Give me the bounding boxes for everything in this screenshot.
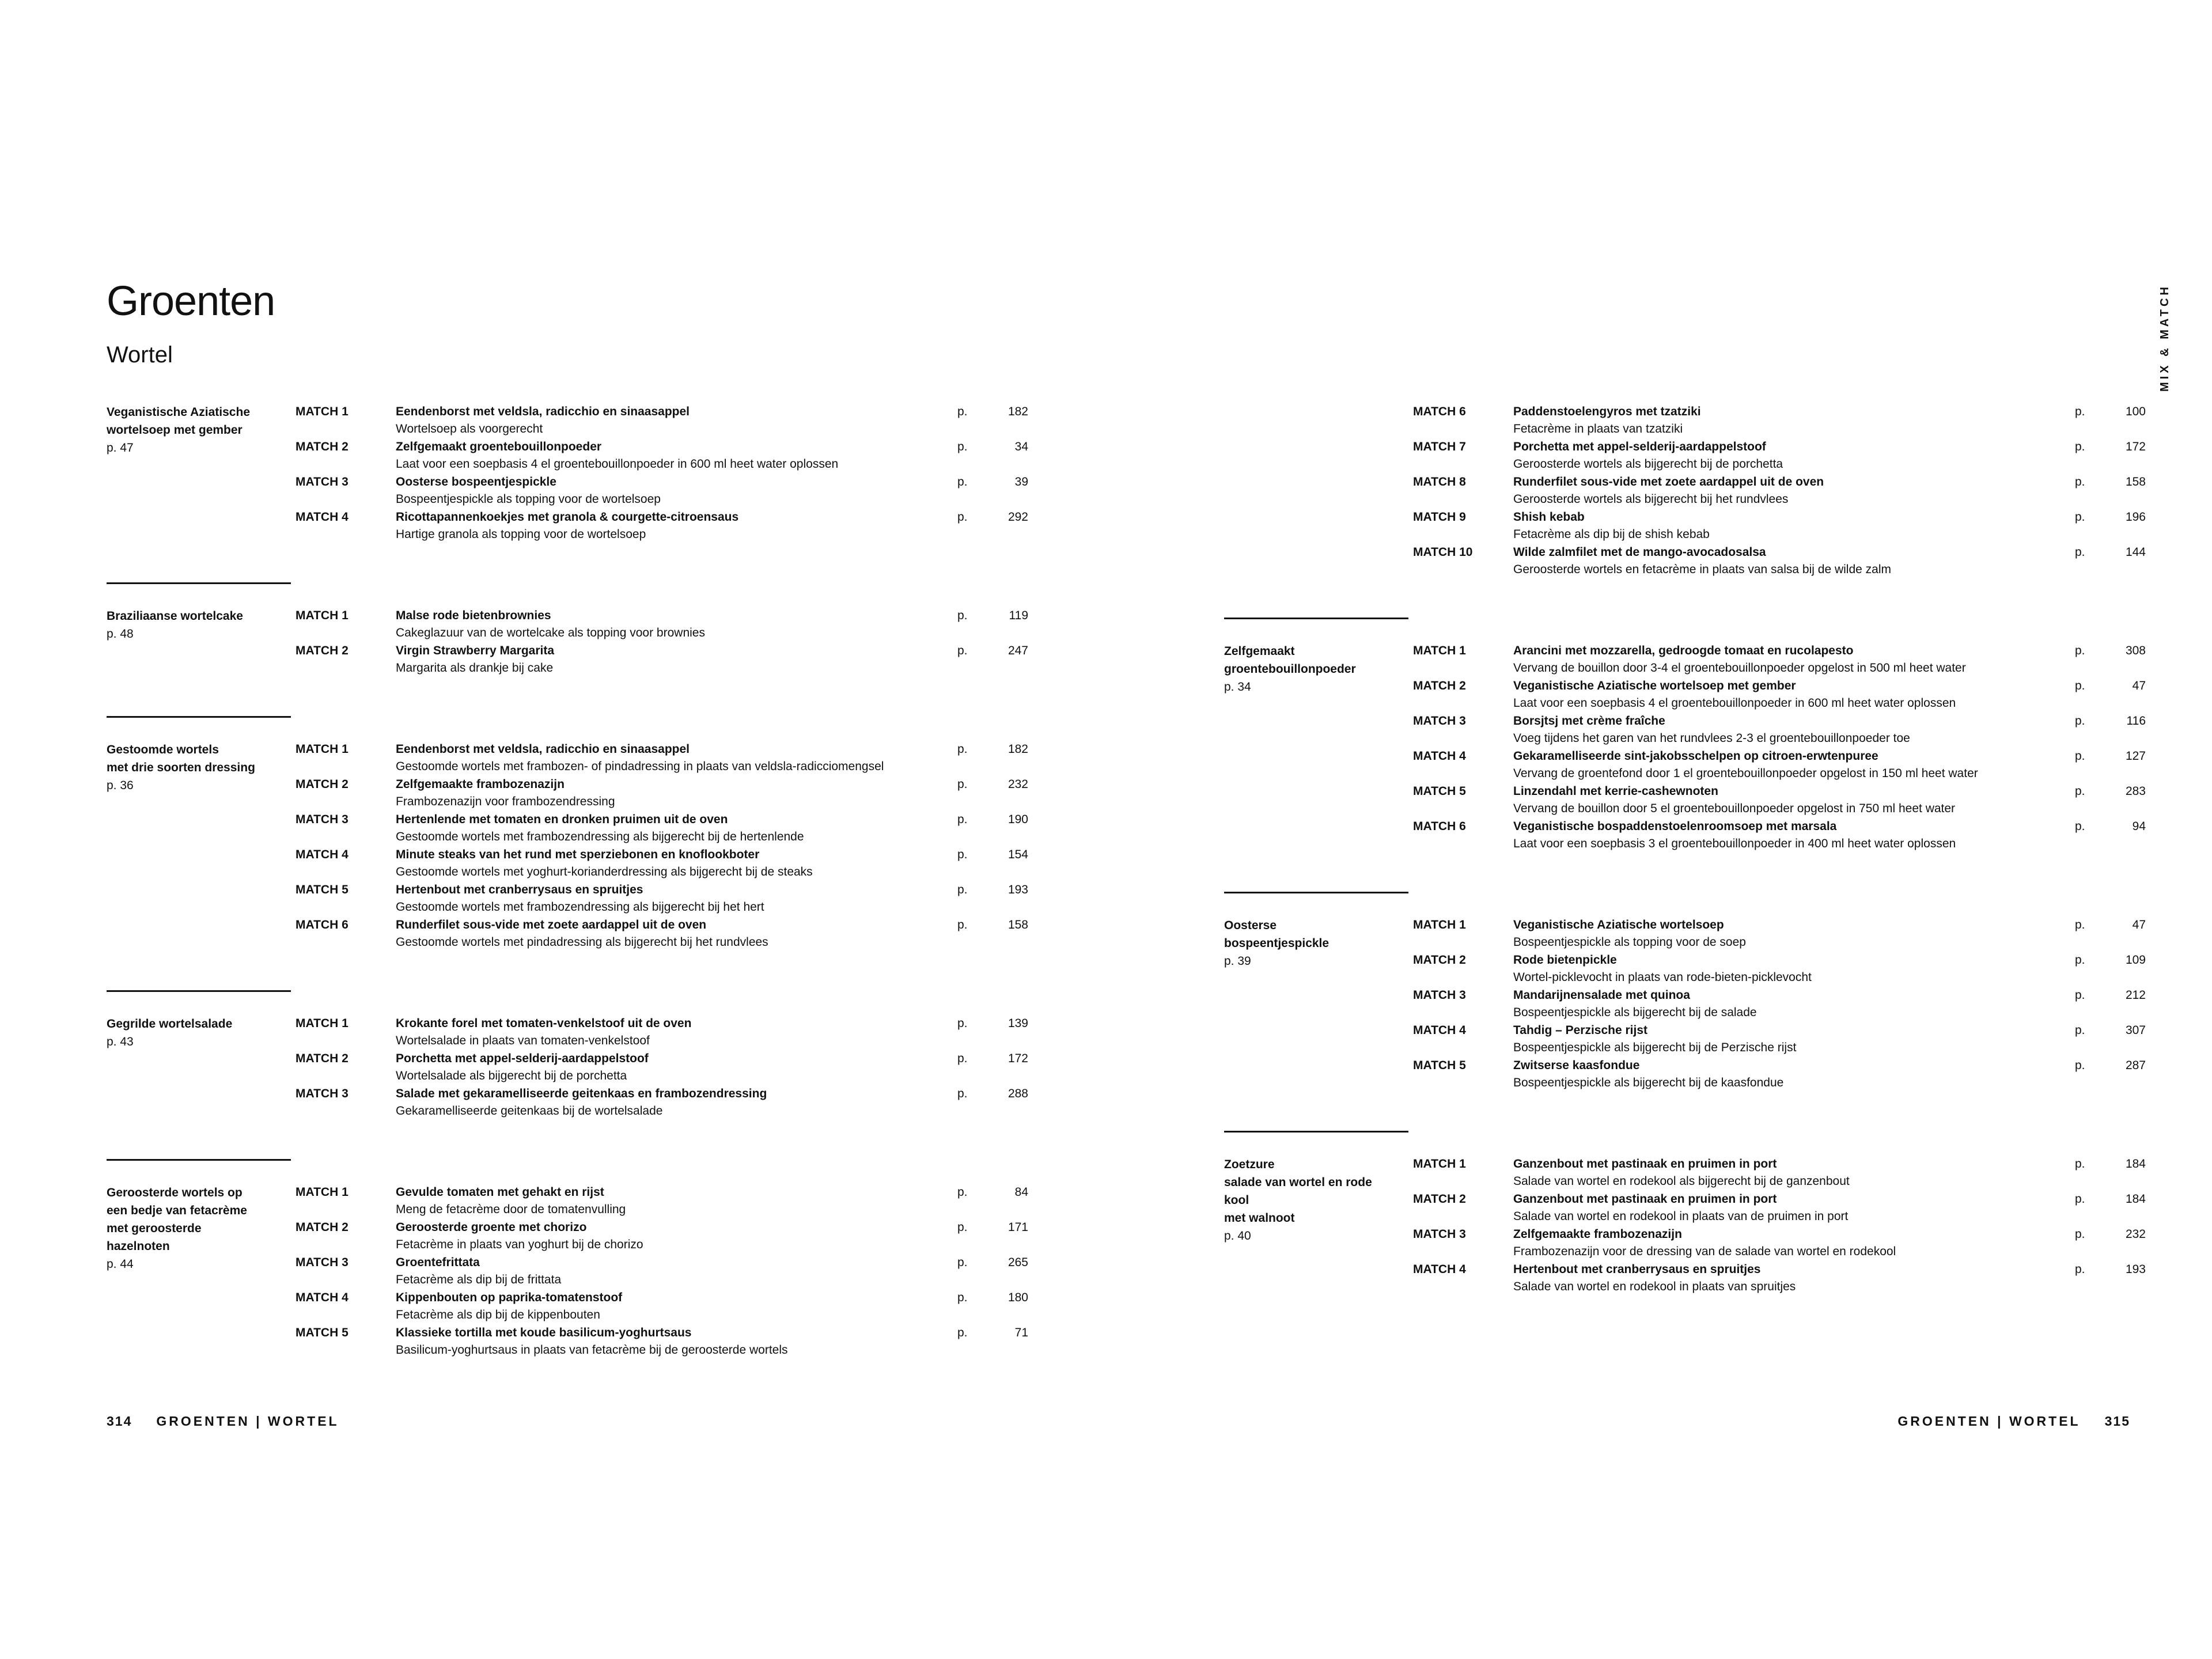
match-label: MATCH 9 <box>1413 510 1466 524</box>
recipe-section <box>107 1159 1028 1359</box>
match-recipe-title: Shish kebab <box>1513 510 1585 524</box>
page-prefix: p. <box>957 405 968 418</box>
match-page-number: 308 <box>2125 644 2146 657</box>
match-note: Vervang de bouillon door 5 el groentebouillonpoeder opgelost in 750 ml heet water <box>1513 802 1956 815</box>
match-recipe-title: Eendenborst met veldsla, radicchio en sinaasappel <box>396 405 690 418</box>
match-page-number: 34 <box>1014 440 1028 453</box>
page-prefix: p. <box>2075 440 2085 453</box>
match-label: MATCH 4 <box>296 1291 349 1304</box>
match-recipe-title: Mandarijnensalade met quinoa <box>1513 988 1690 1002</box>
match-note: Fetacrème als dip bij de kippenbouten <box>396 1308 600 1321</box>
match-recipe-title: Runderfilet sous-vide met zoete aardappel uit de oven <box>1513 475 1824 488</box>
match-note: Bospeentjespickle als bijgerecht bij de salade <box>1513 1006 1757 1019</box>
section-divider <box>107 582 291 584</box>
page-prefix: p. <box>957 1017 968 1030</box>
match-entry <box>1224 987 2146 1022</box>
match-recipe-title: Krokante forel met tomaten-venkelstoof uit de oven <box>396 1017 692 1030</box>
page-prefix: p. <box>2075 510 2085 524</box>
page-prefix: p. <box>957 813 968 826</box>
match-entry <box>107 1219 1028 1254</box>
recipe-page-ref: p. 47 <box>107 441 134 454</box>
match-page-number: 127 <box>2125 749 2146 763</box>
match-page-number: 184 <box>2125 1157 2146 1171</box>
match-recipe-title: Eendenborst met veldsla, radicchio en sinaasappel <box>396 743 690 756</box>
match-note: Cakeglazuur van de wortelcake als topping voor brownies <box>396 626 705 639</box>
match-recipe-title: Rode bietenpickle <box>1513 953 1617 967</box>
match-page-number: 172 <box>1007 1052 1028 1065</box>
side-tab-label: MIX & MATCH <box>2158 284 2171 392</box>
match-page-number: 116 <box>2126 714 2146 728</box>
recipe-title: Zoetzure salade van wortel en rode kool met walnoot <box>1224 1158 1372 1225</box>
match-page-number: 184 <box>2125 1192 2146 1206</box>
recipe-section <box>107 403 1028 544</box>
match-recipe-title: Kippenbouten op paprika-tomatenstoof <box>396 1291 623 1304</box>
match-page-number: 232 <box>2125 1228 2146 1241</box>
match-label: MATCH 2 <box>296 1221 349 1234</box>
match-recipe-title: Zwitserse kaasfondue <box>1513 1059 1640 1072</box>
match-entry <box>1224 1191 2146 1226</box>
match-entry <box>1224 818 2146 853</box>
recipe-section <box>1224 618 2146 853</box>
page-prefix: p. <box>957 1326 968 1339</box>
match-label: MATCH 3 <box>1413 714 1466 728</box>
footer-left <box>107 1415 339 1428</box>
recipe-title: Geroosterde wortels op een bedje van fetacrème met geroosterde hazelnoten <box>107 1186 247 1253</box>
recipe-section <box>1224 892 2146 1092</box>
match-note: Frambozenazijn voor frambozendressing <box>396 795 615 808</box>
page-prefix: p. <box>957 644 968 657</box>
page-prefix: p. <box>957 1256 968 1269</box>
section-divider <box>107 1159 291 1161</box>
page-prefix: p. <box>2075 953 2085 967</box>
match-recipe-title: Hertenbout met cranberrysaus en spruitjes <box>1513 1263 1761 1276</box>
match-entry <box>1224 916 2146 952</box>
match-note: Gestoomde wortels met frambozendressing als bijgerecht bij het hert <box>396 900 764 914</box>
recipe-title: Braziliaanse wortelcake <box>107 609 243 623</box>
match-entry <box>107 474 1028 509</box>
recipe-page-ref: p. 43 <box>107 1035 134 1048</box>
match-note: Salade van wortel en rodekool in plaats van de pruimen in port <box>1513 1210 1849 1223</box>
recipe-title: Veganistische Aziatische wortelsoep met gember <box>107 406 250 437</box>
match-label: MATCH 2 <box>1413 953 1466 967</box>
match-recipe-title: Ganzenbout met pastinaak en pruimen in port <box>1513 1157 1777 1171</box>
match-page-number: 180 <box>1007 1291 1028 1304</box>
match-entry <box>107 741 1028 776</box>
match-label: MATCH 2 <box>1413 1192 1466 1206</box>
match-label: MATCH 2 <box>296 440 349 453</box>
match-page-number: 190 <box>1007 813 1028 826</box>
match-note: Margarita als drankje bij cake <box>396 661 554 675</box>
match-label: MATCH 4 <box>1413 749 1466 763</box>
match-page-number: 307 <box>2125 1024 2146 1037</box>
match-page-number: 47 <box>2132 918 2146 931</box>
match-entry <box>107 403 1028 438</box>
match-note: Bospeentjespickle als topping voor de wortelsoep <box>396 493 661 506</box>
page-prefix: p. <box>957 918 968 931</box>
page-prefix: p. <box>2075 475 2085 488</box>
match-recipe-title: Oosterse bospeentjespickle <box>396 475 556 488</box>
match-label: MATCH 6 <box>296 918 349 931</box>
match-label: MATCH 6 <box>1413 820 1466 833</box>
match-page-number: 212 <box>2125 988 2146 1002</box>
match-label: MATCH 1 <box>296 1185 349 1199</box>
page-prefix: p. <box>957 440 968 453</box>
match-label: MATCH 3 <box>1413 1228 1466 1241</box>
match-label: MATCH 2 <box>296 644 349 657</box>
match-entry <box>1224 713 2146 748</box>
page-prefix: p. <box>957 743 968 756</box>
match-label: MATCH 2 <box>296 1052 349 1065</box>
match-entry <box>1224 474 2146 509</box>
page-prefix: p. <box>2075 749 2085 763</box>
match-page-number: 182 <box>1007 743 1028 756</box>
match-entry <box>107 509 1028 544</box>
page-prefix: p. <box>957 1291 968 1304</box>
match-page-number: 232 <box>1007 778 1028 791</box>
recipe-section <box>107 716 1028 952</box>
match-page-number: 84 <box>1014 1185 1028 1199</box>
match-recipe-title: Virgin Strawberry Margarita <box>396 644 555 657</box>
match-page-number: 144 <box>2125 546 2146 559</box>
match-entry <box>1224 642 2146 677</box>
section-divider <box>1224 892 1408 893</box>
match-note: Geroosterde wortels als bijgerecht bij het rundvlees <box>1513 493 1789 506</box>
left-page-column <box>107 403 1028 1359</box>
match-entry <box>107 1254 1028 1289</box>
match-recipe-title: Arancini met mozzarella, gedroogde tomaat en rucolapesto <box>1513 644 1854 657</box>
match-label: MATCH 1 <box>1413 644 1466 657</box>
match-recipe-title: Porchetta met appel-selderij-aardappelstoof <box>396 1052 649 1065</box>
page-prefix: p. <box>957 883 968 896</box>
match-page-number: 139 <box>1007 1017 1028 1030</box>
match-label: MATCH 5 <box>1413 785 1466 798</box>
match-page-number: 193 <box>1007 883 1028 896</box>
page-prefix: p. <box>2075 988 2085 1002</box>
match-recipe-title: Malse rode bietenbrownies <box>396 609 551 622</box>
page-prefix: p. <box>2075 644 2085 657</box>
match-entry <box>1224 544 2146 579</box>
match-page-number: 196 <box>2125 510 2146 524</box>
match-page-number: 109 <box>2125 953 2146 967</box>
match-label: MATCH 5 <box>1413 1059 1466 1072</box>
match-label: MATCH 1 <box>296 609 349 622</box>
recipe-title: Zelfgemaakt groentebouillonpoeder <box>1224 645 1356 676</box>
recipe-page-ref: p. 40 <box>1224 1229 1251 1243</box>
match-label: MATCH 3 <box>296 1087 349 1100</box>
match-note: Wortelsalade in plaats van tomaten-venkelstoof <box>396 1034 650 1047</box>
match-note: Geroosterde wortels en fetacrème in plaats van salsa bij de wilde zalm <box>1513 563 1891 576</box>
recipe-page-ref: p. 39 <box>1224 955 1251 968</box>
match-note: Gekaramelliseerde geitenkaas bij de wortelsalade <box>396 1104 663 1118</box>
match-entry <box>107 881 1028 916</box>
footer-section-label-right: GROENTEN | WORTEL <box>1897 1414 2081 1429</box>
page-prefix: p. <box>2075 546 2085 559</box>
section-divider <box>1224 1131 1408 1132</box>
match-note: Geroosterde wortels als bijgerecht bij de porchetta <box>1513 457 1783 471</box>
page-subtitle: Wortel <box>107 342 173 368</box>
match-label: MATCH 7 <box>1413 440 1466 453</box>
page-prefix: p. <box>2075 1157 2085 1171</box>
match-recipe-title: Salade met gekaramelliseerde geitenkaas en frambozendressing <box>396 1087 767 1100</box>
match-page-number: 292 <box>1007 510 1028 524</box>
page-prefix: p. <box>2075 1263 2085 1276</box>
page-title: Groenten <box>107 278 275 324</box>
match-note: Salade van wortel en rodekool als bijgerecht bij de ganzenbout <box>1513 1175 1850 1188</box>
match-entry <box>107 811 1028 846</box>
match-entry <box>1224 509 2146 544</box>
page-prefix: p. <box>957 609 968 622</box>
match-entry <box>107 776 1028 811</box>
match-note: Laat voor een soepbasis 3 el groentebouillonpoeder in 400 ml heet water oplossen <box>1513 837 1956 850</box>
page-prefix: p. <box>2075 1059 2085 1072</box>
match-note: Gestoomde wortels met frambozendressing als bijgerecht bij de hertenlende <box>396 830 804 843</box>
match-label: MATCH 2 <box>1413 679 1466 692</box>
match-label: MATCH 1 <box>296 743 349 756</box>
page-prefix: p. <box>2075 918 2085 931</box>
match-note: Bospeentjespickle als topping voor de soep <box>1513 935 1746 949</box>
page-prefix: p. <box>2075 714 2085 728</box>
match-recipe-title: Groentefrittata <box>396 1256 480 1269</box>
match-note: Wortelsalade als bijgerecht bij de porchetta <box>396 1069 627 1082</box>
match-entry <box>107 642 1028 677</box>
page-prefix: p. <box>957 1185 968 1199</box>
match-recipe-title: Wilde zalmfilet met de mango-avocadosalsa <box>1513 546 1766 559</box>
match-note: Frambozenazijn voor de dressing van de salade van wortel en rodekool <box>1513 1245 1896 1258</box>
match-note: Fetacrème in plaats van tzatziki <box>1513 422 1683 435</box>
match-recipe-title: Zelfgemaakte frambozenazijn <box>396 778 565 791</box>
match-note: Hartige granola als topping voor de wortelsoep <box>396 528 646 541</box>
match-note: Vervang de bouillon door 3-4 el groentebouillonpoeder opgelost in 500 ml heet water <box>1513 661 1966 675</box>
recipe-section <box>1224 1131 2146 1296</box>
match-note: Vervang de groentefond door 1 el groentebouillonpoeder opgelost in 150 ml heet water <box>1513 767 1978 780</box>
page-prefix: p. <box>957 1087 968 1100</box>
match-label: MATCH 3 <box>296 813 349 826</box>
match-recipe-title: Zelfgemaakte frambozenazijn <box>1513 1228 1682 1241</box>
match-recipe-title: Hertenbout met cranberrysaus en spruitjes <box>396 883 643 896</box>
match-entry <box>107 1015 1028 1050</box>
page-number-left: 314 <box>107 1414 132 1429</box>
page-prefix: p. <box>2075 1024 2085 1037</box>
match-page-number: 182 <box>1007 405 1028 418</box>
match-recipe-title: Gekaramelliseerde sint-jakobsschelpen op citroen-erwtenpuree <box>1513 749 1878 763</box>
match-recipe-title: Hertenlende met tomaten en dronken pruimen uit de oven <box>396 813 728 826</box>
section-divider <box>107 716 291 718</box>
match-page-number: 283 <box>2125 785 2146 798</box>
match-entry <box>1224 748 2146 783</box>
match-note: Bospeentjespickle als bijgerecht bij de Perzische rijst <box>1513 1041 1797 1054</box>
match-label: MATCH 4 <box>296 848 349 861</box>
match-recipe-title: Ricottapannenkoekjes met granola & courgette-citroensaus <box>396 510 739 524</box>
match-note: Gestoomde wortels met pindadressing als bijgerecht bij het rundvlees <box>396 935 768 949</box>
page-prefix: p. <box>2075 1192 2085 1206</box>
match-page-number: 288 <box>1007 1087 1028 1100</box>
match-recipe-title: Veganistische bospaddenstoelenroomsoep met marsala <box>1513 820 1837 833</box>
match-label: MATCH 10 <box>1413 546 1473 559</box>
match-note: Voeg tijdens het garen van het rundvlees 2-3 el groentebouillonpoeder toe <box>1513 732 1910 745</box>
match-label: MATCH 1 <box>296 1017 349 1030</box>
match-entry <box>1224 403 2146 438</box>
recipe-section <box>107 990 1028 1120</box>
match-entry <box>1224 438 2146 474</box>
match-note: Basilicum-yoghurtsaus in plaats van fetacrème bij de geroosterde wortels <box>396 1343 788 1357</box>
footer-right <box>1897 1415 2130 1428</box>
page-prefix: p. <box>2075 405 2085 418</box>
match-page-number: 265 <box>1007 1256 1028 1269</box>
section-divider <box>1224 618 1408 619</box>
match-note: Fetacrème als dip bij de frittata <box>396 1273 562 1286</box>
page-prefix: p. <box>957 848 968 861</box>
match-note: Laat voor een soepbasis 4 el groentebouillonpoeder in 600 ml heet water oplossen <box>396 457 839 471</box>
match-label: MATCH 6 <box>1413 405 1466 418</box>
match-label: MATCH 3 <box>296 1256 349 1269</box>
match-entry <box>1224 1261 2146 1296</box>
match-recipe-title: Veganistische Aziatische wortelsoep <box>1513 918 1724 931</box>
match-label: MATCH 3 <box>296 475 349 488</box>
footer-section-label-left: GROENTEN | WORTEL <box>156 1414 339 1429</box>
match-page-number: 71 <box>1014 1326 1028 1339</box>
match-note: Wortelsoep als voorgerecht <box>396 422 543 435</box>
recipe-section <box>1224 403 2146 579</box>
match-label: MATCH 3 <box>1413 988 1466 1002</box>
match-note: Bospeentjespickle als bijgerecht bij de kaasfondue <box>1513 1076 1784 1089</box>
match-recipe-title: Tahdig – Perzische rijst <box>1513 1024 1648 1037</box>
match-recipe-title: Paddenstoelengyros met tzatziki <box>1513 405 1701 418</box>
match-entry <box>1224 952 2146 987</box>
recipe-page-ref: p. 44 <box>107 1257 134 1271</box>
match-entry <box>107 1289 1028 1324</box>
match-label: MATCH 2 <box>296 778 349 791</box>
match-entry <box>107 846 1028 881</box>
match-recipe-title: Veganistische Aziatische wortelsoep met gember <box>1513 679 1796 692</box>
match-label: MATCH 1 <box>1413 1157 1466 1171</box>
page-prefix: p. <box>957 778 968 791</box>
page-prefix: p. <box>957 510 968 524</box>
match-note: Gestoomde wortels met frambozen- of pindadressing in plaats van veldsla-radicciomengsel <box>396 760 884 773</box>
match-recipe-title: Ganzenbout met pastinaak en pruimen in port <box>1513 1192 1777 1206</box>
match-recipe-title: Borsjtsj met crème fraîche <box>1513 714 1665 728</box>
match-entry <box>107 1085 1028 1120</box>
match-label: MATCH 1 <box>296 405 349 418</box>
match-page-number: 172 <box>2125 440 2146 453</box>
match-page-number: 247 <box>1007 644 1028 657</box>
page-prefix: p. <box>957 475 968 488</box>
match-entry <box>1224 1057 2146 1092</box>
match-recipe-title: Linzendahl met kerrie-cashewnoten <box>1513 785 1718 798</box>
match-recipe-title: Runderfilet sous-vide met zoete aardappel uit de oven <box>396 918 707 931</box>
match-recipe-title: Porchetta met appel-selderij-aardappelstoof <box>1513 440 1766 453</box>
match-entry <box>1224 1022 2146 1057</box>
match-recipe-title: Klassieke tortilla met koude basilicum-yoghurtsaus <box>396 1326 692 1339</box>
match-entry <box>107 607 1028 642</box>
match-label: MATCH 5 <box>296 1326 349 1339</box>
match-note: Fetacrème in plaats van yoghurt bij de chorizo <box>396 1238 643 1251</box>
match-page-number: 171 <box>1007 1221 1028 1234</box>
match-label: MATCH 4 <box>1413 1024 1466 1037</box>
match-entry <box>107 1184 1028 1219</box>
match-page-number: 94 <box>2132 820 2146 833</box>
recipe-title: Oosterse bospeentjespickle <box>1224 919 1330 950</box>
match-entry <box>107 1324 1028 1359</box>
match-entry <box>107 916 1028 952</box>
page-prefix: p. <box>2075 679 2085 692</box>
recipe-title: Gestoomde wortels met drie soorten dressing <box>107 743 255 774</box>
match-entry <box>107 1050 1028 1085</box>
match-page-number: 287 <box>2125 1059 2146 1072</box>
match-page-number: 193 <box>2125 1263 2146 1276</box>
section-divider <box>107 990 291 992</box>
page-prefix: p. <box>2075 1228 2085 1241</box>
recipe-page-ref: p. 34 <box>1224 680 1251 694</box>
match-note: Laat voor een soepbasis 4 el groentebouillonpoeder in 600 ml heet water oplossen <box>1513 696 1956 710</box>
recipe-title: Gegrilde wortelsalade <box>107 1017 233 1031</box>
match-recipe-title: Geroosterde groente met chorizo <box>396 1221 587 1234</box>
match-recipe-title: Minute steaks van het rund met sperziebonen en knoflookboter <box>396 848 760 861</box>
match-entry <box>1224 783 2146 818</box>
match-recipe-title: Zelfgemaakt groentebouillonpoeder <box>396 440 602 453</box>
match-page-number: 158 <box>2125 475 2146 488</box>
match-entry <box>1224 1156 2146 1191</box>
right-page-column <box>1224 403 2146 1296</box>
match-label: MATCH 4 <box>1413 1263 1466 1276</box>
match-note: Gestoomde wortels met yoghurt-korianderdressing als bijgerecht bij de steaks <box>396 865 813 878</box>
page-number-right: 315 <box>2104 1414 2130 1429</box>
match-note: Salade van wortel en rodekool in plaats van spruitjes <box>1513 1280 1796 1293</box>
page-prefix: p. <box>2075 785 2085 798</box>
match-note: Fetacrème als dip bij de shish kebab <box>1513 528 1710 541</box>
match-note: Wortel-picklevocht in plaats van rode-bieten-picklevocht <box>1513 971 1812 984</box>
match-label: MATCH 1 <box>1413 918 1466 931</box>
match-label: MATCH 5 <box>296 883 349 896</box>
match-label: MATCH 8 <box>1413 475 1466 488</box>
recipe-page-ref: p. 48 <box>107 627 134 641</box>
match-page-number: 39 <box>1014 475 1028 488</box>
recipe-page-ref: p. 36 <box>107 779 134 792</box>
page-prefix: p. <box>957 1221 968 1234</box>
page-prefix: p. <box>957 1052 968 1065</box>
match-entry <box>1224 1226 2146 1261</box>
match-page-number: 47 <box>2132 679 2146 692</box>
match-note: Meng de fetacrème door de tomatenvulling <box>396 1203 626 1216</box>
match-page-number: 100 <box>2125 405 2146 418</box>
match-page-number: 119 <box>1009 609 1028 622</box>
recipe-section <box>107 582 1028 677</box>
page-prefix: p. <box>2075 820 2085 833</box>
match-entry <box>1224 677 2146 713</box>
match-entry <box>107 438 1028 474</box>
match-label: MATCH 4 <box>296 510 349 524</box>
match-page-number: 154 <box>1007 848 1028 861</box>
match-recipe-title: Gevulde tomaten met gehakt en rijst <box>396 1185 604 1199</box>
match-page-number: 158 <box>1007 918 1028 931</box>
